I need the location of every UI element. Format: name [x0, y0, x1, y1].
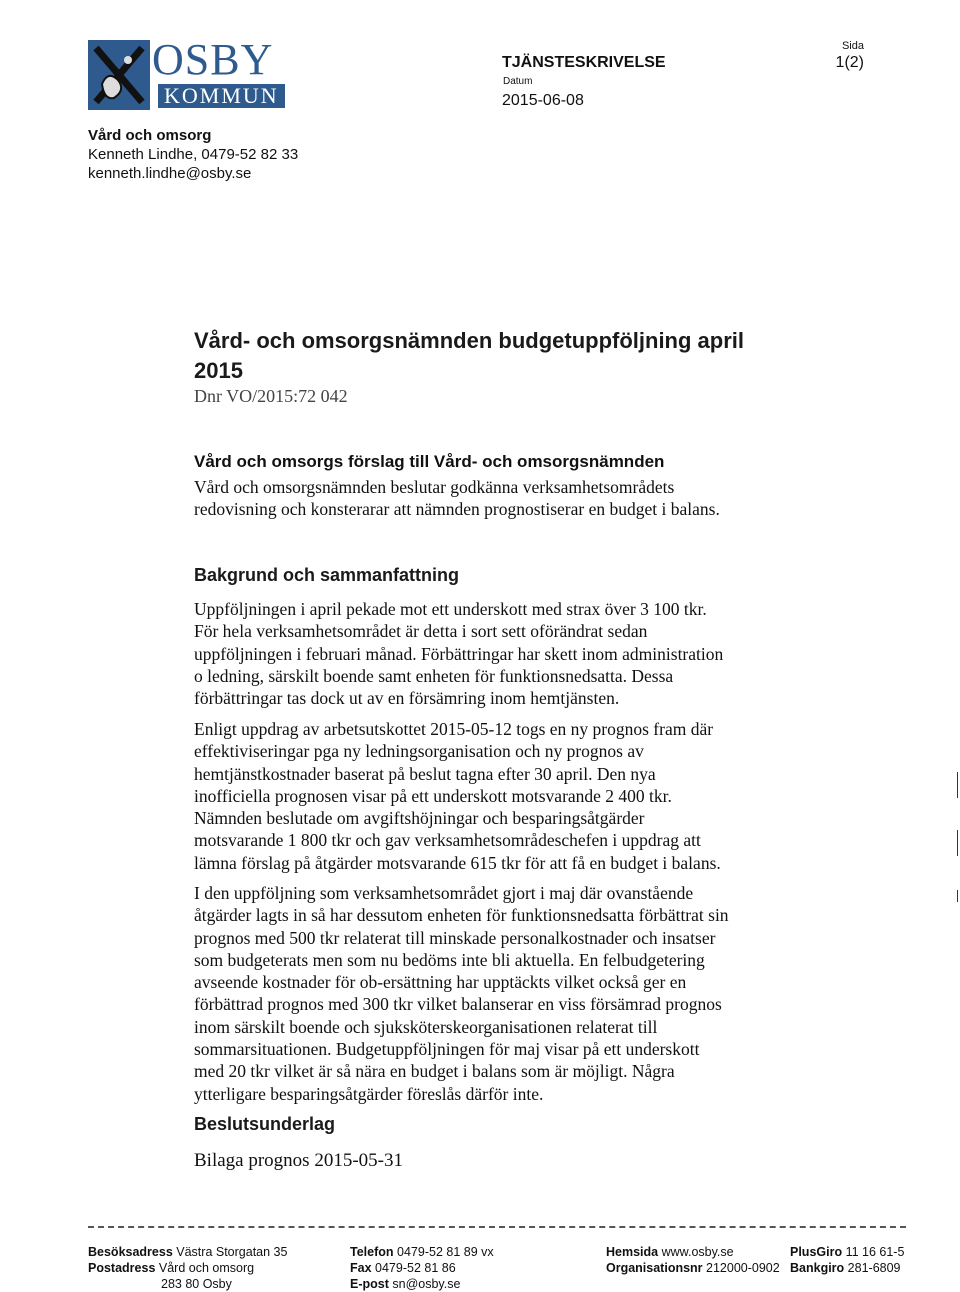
text-line: som budgeterats men som nu bedöms inte bli aktuella. En felbudgetering: [194, 949, 705, 970]
fax-number: 0479-52 81 86: [375, 1261, 456, 1275]
document-date: 2015-06-08: [502, 92, 584, 109]
visit-address: Västra Storgatan 35: [176, 1245, 288, 1259]
text-line: inom särskilt boende och sjuksköterskeorganisationen relaterat till: [194, 1016, 658, 1037]
proposal-heading: Vård och omsorgs förslag till Vård- och omsorgsnämnden: [194, 452, 665, 471]
title-line: Vård- och omsorgsnämnden budgetuppföljning april: [194, 328, 744, 353]
footer-divider: [88, 1226, 906, 1228]
plusgiro-label: PlusGiro: [790, 1245, 843, 1259]
text-line: förbättringar tas dock ut av en försämring inom hemtjänsten.: [194, 688, 620, 709]
date-label: Datum: [503, 76, 533, 87]
proposal-text: [194, 476, 794, 521]
text-line: motsvarande 1 800 tkr och gav verksamhetsområdeschefen i uppdrag att: [194, 830, 701, 851]
visit-label: Besöksadress: [88, 1245, 173, 1259]
text-line: uppföljningen i februari månad. Förbättringar har skett inom administration: [194, 643, 724, 664]
margin-mark: [957, 772, 958, 798]
margin-mark: [957, 830, 958, 856]
org-number-label: Organisationsnr: [606, 1261, 703, 1275]
basis-heading: Beslutsunderlag: [194, 1114, 336, 1134]
plusgiro-number: 11 16 61-5: [845, 1245, 905, 1259]
website-url: www.osby.se: [661, 1245, 734, 1259]
page-label: Sida: [841, 40, 864, 52]
footer-web-org: [606, 1244, 780, 1276]
phone-label: Telefon: [350, 1245, 394, 1259]
text-line: förbättrad prognos med 300 tkr vilket balanserar en viss försämrad prognos: [194, 994, 722, 1015]
postal-label: Postadress: [88, 1261, 156, 1275]
text-line: Uppföljningen i april pekade mot ett underskott med strax över 3 100 tkr.: [194, 599, 707, 619]
text-line: För hela verksamhetsområdet är detta i sort sett oförändrat sedan: [194, 621, 648, 642]
text-line: avseende kostnader för ob-ersättning har upptäckts vilket också ger en: [194, 972, 687, 993]
text-line: hemtjänstkostnader baserat på beslut tagna efter 30 april. Den nya: [194, 763, 656, 784]
text-line: Nämnden beslutade om avgiftshöjningar och besparingsåtgärder: [194, 808, 645, 829]
text-line: Enligt uppdrag av arbetsutskottet 2015-05-12 togs en ny prognos fram där: [194, 719, 714, 739]
sender-contact: Kenneth Lindhe, 0479-52 82 33: [88, 146, 299, 163]
title-line: 2015: [194, 358, 243, 383]
sender-email: kenneth.lindhe@osby.se: [88, 165, 252, 182]
paragraph-2: [194, 718, 794, 874]
footer-address: [88, 1244, 287, 1292]
sender-department: Vård och omsorg: [88, 127, 212, 144]
text-line: Vård och omsorgsnämnden beslutar godkänna verksamhetsområdets: [194, 477, 675, 497]
logo-wordmark: OSBY: [152, 35, 274, 84]
paragraph-3: [194, 882, 794, 1105]
text-line: inofficiella prognosen visar på ett underskott motsvarande 2 400 tkr.: [194, 785, 672, 806]
phone-number: 0479-52 81 89 vx: [397, 1245, 494, 1259]
margin-mark: [957, 890, 958, 902]
municipal-coat-of-arms-icon: [88, 40, 150, 110]
text-line: effektiviseringar pga ny ledningsorganisation och ny prognos av: [194, 741, 644, 762]
text-line: lämna förslag på åtgärder motsvarande 615 tkr för att få en budget i balans.: [194, 852, 721, 873]
document-type: TJÄNSTESKRIVELSE: [502, 54, 666, 71]
footer-contact: [350, 1244, 494, 1292]
attachment-reference: Bilaga prognos 2015-05-31: [194, 1150, 403, 1171]
paragraph-1: [194, 598, 794, 709]
text-line: med 20 tkr vilket är så nära en budget i balans som är möjligt. Några: [194, 1061, 675, 1082]
text-line: I den uppföljning som verksamhetsområdet gjort i maj där ovanstående: [194, 883, 694, 903]
text-line: redovisning och konsterarar att nämnden prognostiserar en budget i balans.: [194, 499, 720, 520]
postal-city: 283 80 Osby: [161, 1277, 232, 1291]
website-label: Hemsida: [606, 1245, 659, 1259]
osby-kommun-logo: [88, 35, 279, 110]
org-number: 212000-0902: [706, 1261, 780, 1275]
text-line: prognos med 500 tkr relaterat till minskade personalkostnader och insatser: [194, 927, 716, 948]
fax-label: Fax: [350, 1261, 372, 1275]
bankgiro-label: Bankgiro: [790, 1261, 845, 1275]
logo-subtitle: KOMMUN: [158, 84, 285, 108]
email-label: E-post: [350, 1277, 389, 1291]
bankgiro-number: 281-6809: [847, 1261, 901, 1275]
text-line: åtgärder lagts in så har dessutom enheten för funktionsnedsatta förbättrat sin: [194, 905, 729, 926]
text-line: ytterligare besparingsåtgärder föreslås därför inte.: [194, 1083, 544, 1104]
text-line: o ledning, särskilt boende samt enheten för funktionsnedsatta. Dessa: [194, 665, 674, 686]
postal-address: Vård och omsorg: [158, 1261, 255, 1275]
background-heading: Bakgrund och sammanfattning: [194, 565, 460, 585]
text-line: sommarsituationen. Budgetuppföljningen för maj visar på ett underskott: [194, 1039, 700, 1060]
page-number: 1(2): [835, 54, 864, 71]
footer-payment: [790, 1244, 904, 1276]
reference-number: Dnr VO/2015:72 042: [194, 386, 348, 406]
email-address: sn@osby.se: [392, 1277, 461, 1291]
document-title: [194, 326, 794, 386]
sender-block: [88, 126, 298, 183]
